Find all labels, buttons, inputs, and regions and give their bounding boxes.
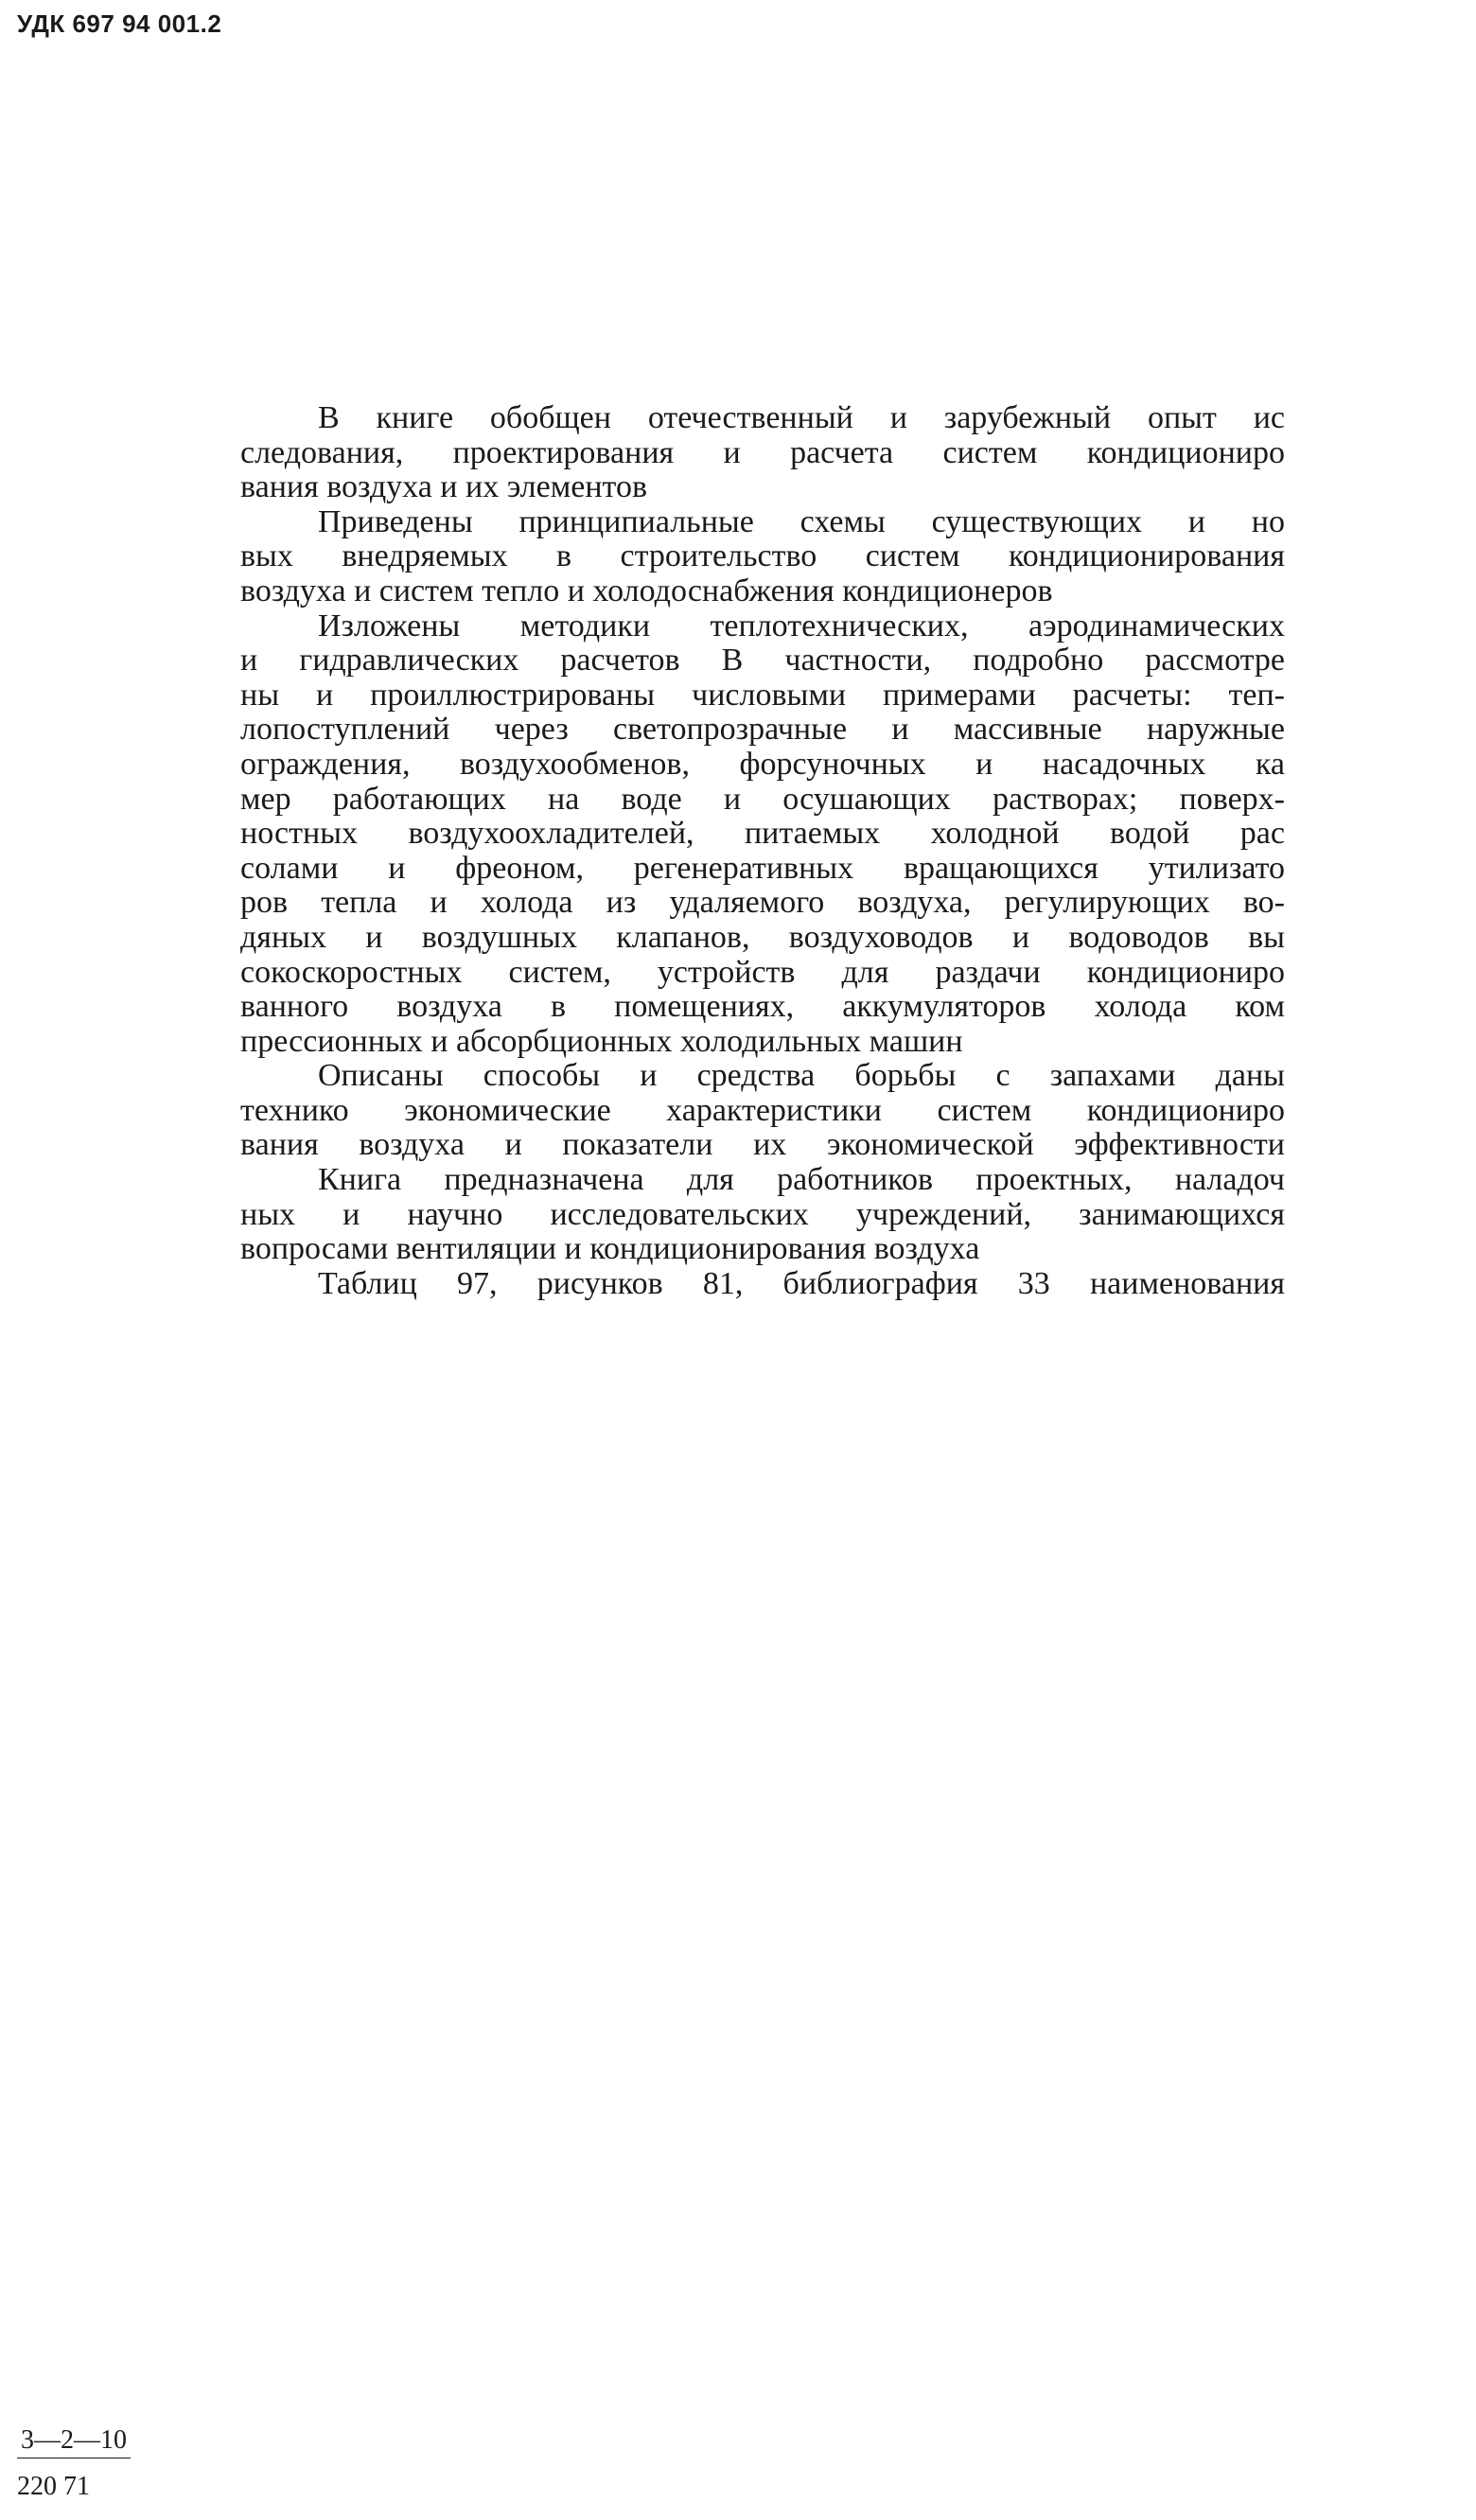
abstract-paragraph [240, 1267, 1285, 1302]
abstract-paragraph [240, 1163, 1285, 1267]
text-line: Изложены методики теплотехнических, аэродинамических [318, 608, 1285, 643]
publication-code-bottom: 220 71 [17, 2472, 90, 2501]
publication-code [17, 2425, 131, 2502]
text-line: сокоскоростных систем, устройств для раздачи кондициониро [240, 954, 1285, 990]
text-line: В книге обобщен отечественный и зарубежный опыт ис [318, 400, 1285, 435]
text-line: мер работающих на воде и осушающих растворах; поверх- [240, 781, 1285, 817]
text-line: дяных и воздушных клапанов, воздуховодов и водоводов вы [240, 919, 1285, 955]
text-line: следования, проектирования и расчета систем кондициониро [240, 434, 1285, 470]
text-line: вания воздуха и показатели их экономической эффективности [240, 1127, 1285, 1163]
abstract-paragraph [240, 505, 1285, 609]
text-line: ностных воздухоохладителей, питаемых холодной водой рас [240, 816, 1285, 852]
udk-code: УДК 697 94 001.2 [17, 9, 222, 38]
text-line: Книга предназначена для работников проектных, наладоч [318, 1162, 1285, 1198]
abstract-paragraph [240, 609, 1285, 1060]
text-line: ных и научно исследовательских учреждений, занимающихся [240, 1196, 1285, 1232]
abstract-text [240, 401, 1285, 1301]
text-line: вания воздуха и их элементов [240, 469, 647, 505]
text-line: вых внедряемых в строительство систем кондиционирования [240, 538, 1285, 574]
text-line: Таблиц 97, рисунков 81, библиография 33 наименования [318, 1265, 1285, 1301]
text-line: воздуха и систем тепло и холодоснабжения кондиционеров [240, 573, 1053, 608]
text-line: солами и фреоном, регенеративных вращающихся утилизато [240, 850, 1285, 886]
text-line: ны и проиллюстрированы числовыми примерами расчеты: теп- [240, 677, 1285, 713]
text-line: ванного воздуха в помещениях, аккумуляторов холода ком [240, 989, 1285, 1025]
text-line: ограждения, воздухообменов, форсуночных и насадочных ка [240, 746, 1285, 782]
abstract-paragraph [240, 401, 1285, 505]
text-line: технико экономические характеристики систем кондициониро [240, 1092, 1285, 1128]
text-line: лопоступлений через светопрозрачные и массивные наружные [240, 712, 1285, 748]
text-line: Описаны способы и средства борьбы с запахами даны [318, 1058, 1285, 1094]
text-line: Приведены принципиальные схемы существующих и но [318, 503, 1285, 539]
text-line: ров тепла и холода из удаляемого воздуха, регулирующих во- [240, 885, 1285, 921]
text-line: прессионных и абсорбционных холодильных машин [240, 1023, 963, 1059]
abstract-paragraph [240, 1059, 1285, 1163]
publication-code-top: 3—2—10 [17, 2425, 131, 2458]
text-line: вопросами вентиляции и кондиционирования воздуха [240, 1231, 980, 1267]
text-line: и гидравлических расчетов В частности, подробно рассмотре [240, 643, 1285, 678]
